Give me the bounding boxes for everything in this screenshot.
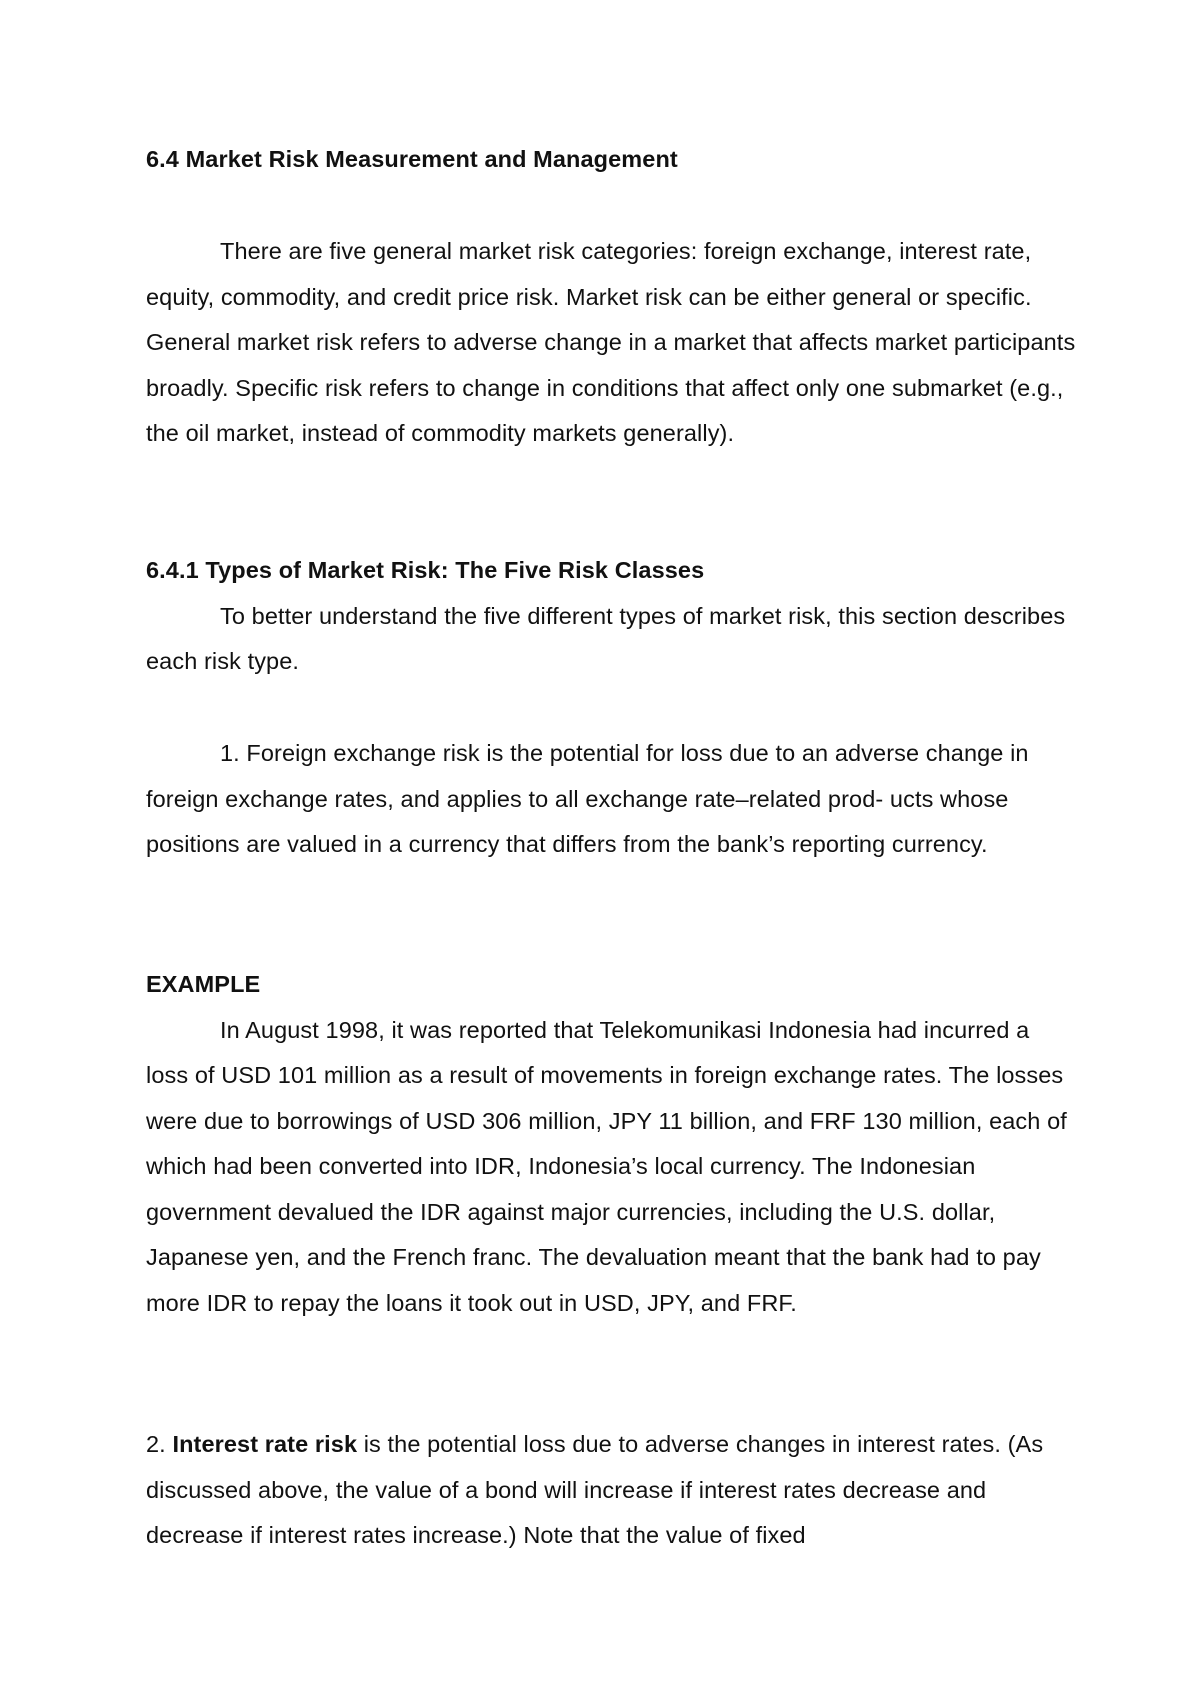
interest-rate-risk-paragraph: [146, 1422, 1076, 1559]
section-intro-block: [146, 229, 1076, 457]
example-heading: EXAMPLE: [146, 971, 261, 997]
foreign-exchange-risk-paragraph: 1. Foreign exchange risk is the potential for loss due to an adverse change in foreign exchange rates, and applies to all exchange rate–related prod- ucts whose positions are valued in a currency that differs from the bank’s reporting currency.: [146, 740, 1029, 857]
section-intro-paragraph: There are five general market risk categories: foreign exchange, interest rate, equity, commodity, and credit price risk. Market risk can be either general or specific. General market risk refers to adverse change in a market that affects market participants broadly. Specific risk refers to change in conditions that affect only one submarket (e.g., the oil market, instead of commodity markets generally).: [146, 238, 1076, 446]
item2-block: [146, 1422, 1076, 1559]
example-block: [146, 962, 1076, 1326]
subsection-heading: 6.4.1 Types of Market Risk: The Five Risk Classes: [146, 557, 705, 583]
item2-text: is the potential loss due to adverse changes in interest rates. (As discussed above, the value of a bond will increase if interest rates decrease and decrease if interest rates increase.) Note that the value of fixed: [146, 1431, 1044, 1548]
section-heading: 6.4 Market Risk Measurement and Management: [146, 146, 678, 172]
section-heading-block: [146, 137, 1076, 183]
item2-number: 2.: [146, 1431, 173, 1457]
subsection-intro-paragraph: To better understand the five different types of market risk, this section describes each risk type.: [146, 602, 1066, 674]
example-paragraph: In August 1998, it was reported that Telekomunikasi Indonesia had incurred a loss of USD 101 million as a result of movements in foreign exchange rates. The losses were due to borrowings of USD 306 million, JPY 11 billion, and FRF 130 million, each of which had been converted into IDR, Indonesia’s local currency. The Indonesian government devalued the IDR against major currencies, including the U.S. dollar, Japanese yen, and the French franc. The devaluation meant that the bank had to pay more IDR to repay the loans it took out in USD, JPY, and FRF.: [146, 1016, 1067, 1316]
item2-term: Interest rate risk: [172, 1431, 358, 1457]
subsection-block: [146, 548, 1076, 685]
item1-block: [146, 731, 1076, 868]
